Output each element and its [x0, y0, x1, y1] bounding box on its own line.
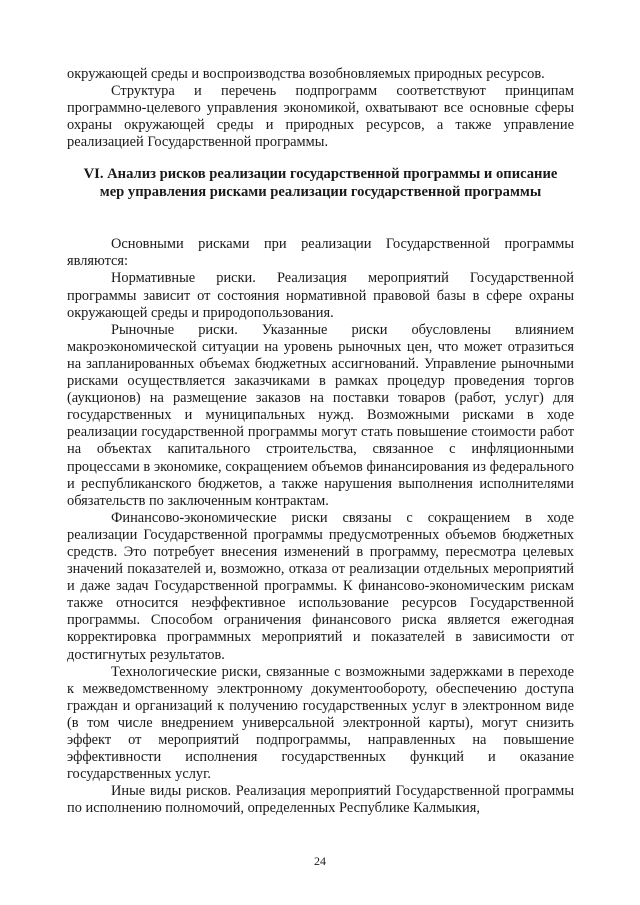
market-risks-paragraph: Рыночные риски. Указанные риски обусловлены влиянием макроэкономической ситуации на уровень рыночных цен, что может отразиться на запланированных объемах бюджетных ассигнований. Управление рыночными рисками осуществляется заказчиками в рамках процедур проведения торгов (аукционов) на размещение заказов на поставки товаров (работ, услуг) для государственных и муниципальных нужд. Возможными рисками в ходе реализации государственной программы могут стать повышение стоимости работ на объектах капитального строительства, связанное с инфляционными процессами в экономике, сокращением объемов финансирования из федерального и республиканского бюджетов, а также нарушения выполнения исполнителями обязательств по заключенным контрактам. — [67, 321, 574, 509]
section-heading: VI. Анализ рисков реализации государственной программы и описание мер управления рисками реализации государственной программы — [83, 166, 558, 200]
technological-risks-paragraph: Технологические риски, связанные с возможными задержками в переходе к межведомственному электронному документообороту, обеспечению доступа граждан и организаций к получению государственных услуг в электронном виде (в том числе внедрением универсальной электронной карты), могут снизить эффект от мероприятий подпрограммы, направленных на повышение эффективности исполнения государственных функций и оказание государственных услуг. — [67, 663, 574, 783]
other-risks-paragraph: Иные виды рисков. Реализация мероприятий Государственной программы по исполнению полномочий, определенных Республике Калмыкия, — [67, 783, 574, 817]
structure-paragraph: Структура и перечень подпрограмм соответствуют принципам программно-целевого управления экономикой, охватывают все основные сферы охраны окружающей среды и природных ресурсов, а также управление реализацией Государственной программы. — [67, 83, 574, 151]
normative-risks-paragraph: Нормативные риски. Реализация мероприятий Государственной программы зависит от состояния нормативной правовой базы в сфере охраны окружающей среды и природопользования. — [67, 270, 574, 321]
financial-risks-paragraph: Финансово-экономические риски связаны с сокращением в ходе реализации Государственной программы предусмотренных объемов бюджетных средств. Это потребует внесения изменений в программу, пересмотра целевых значений показателей и, возможно, отказа от реализации отдельных мероприятий и даже задач Государственной программы. К финансово-экономическим рискам также относится неэффективное использование ресурсов Государственной программы. Способом ограничения финансового риска является ежегодная корректировка программных мероприятий и показателей в зависимости от достигнутых результатов. — [67, 509, 574, 663]
page-number: 24 — [314, 854, 326, 868]
continuation-paragraph: окружающей среды и воспроизводства возобновляемых природных ресурсов. — [67, 66, 545, 82]
risks-intro-paragraph: Основными рисками при реализации Государственной программы являются: — [67, 236, 574, 270]
